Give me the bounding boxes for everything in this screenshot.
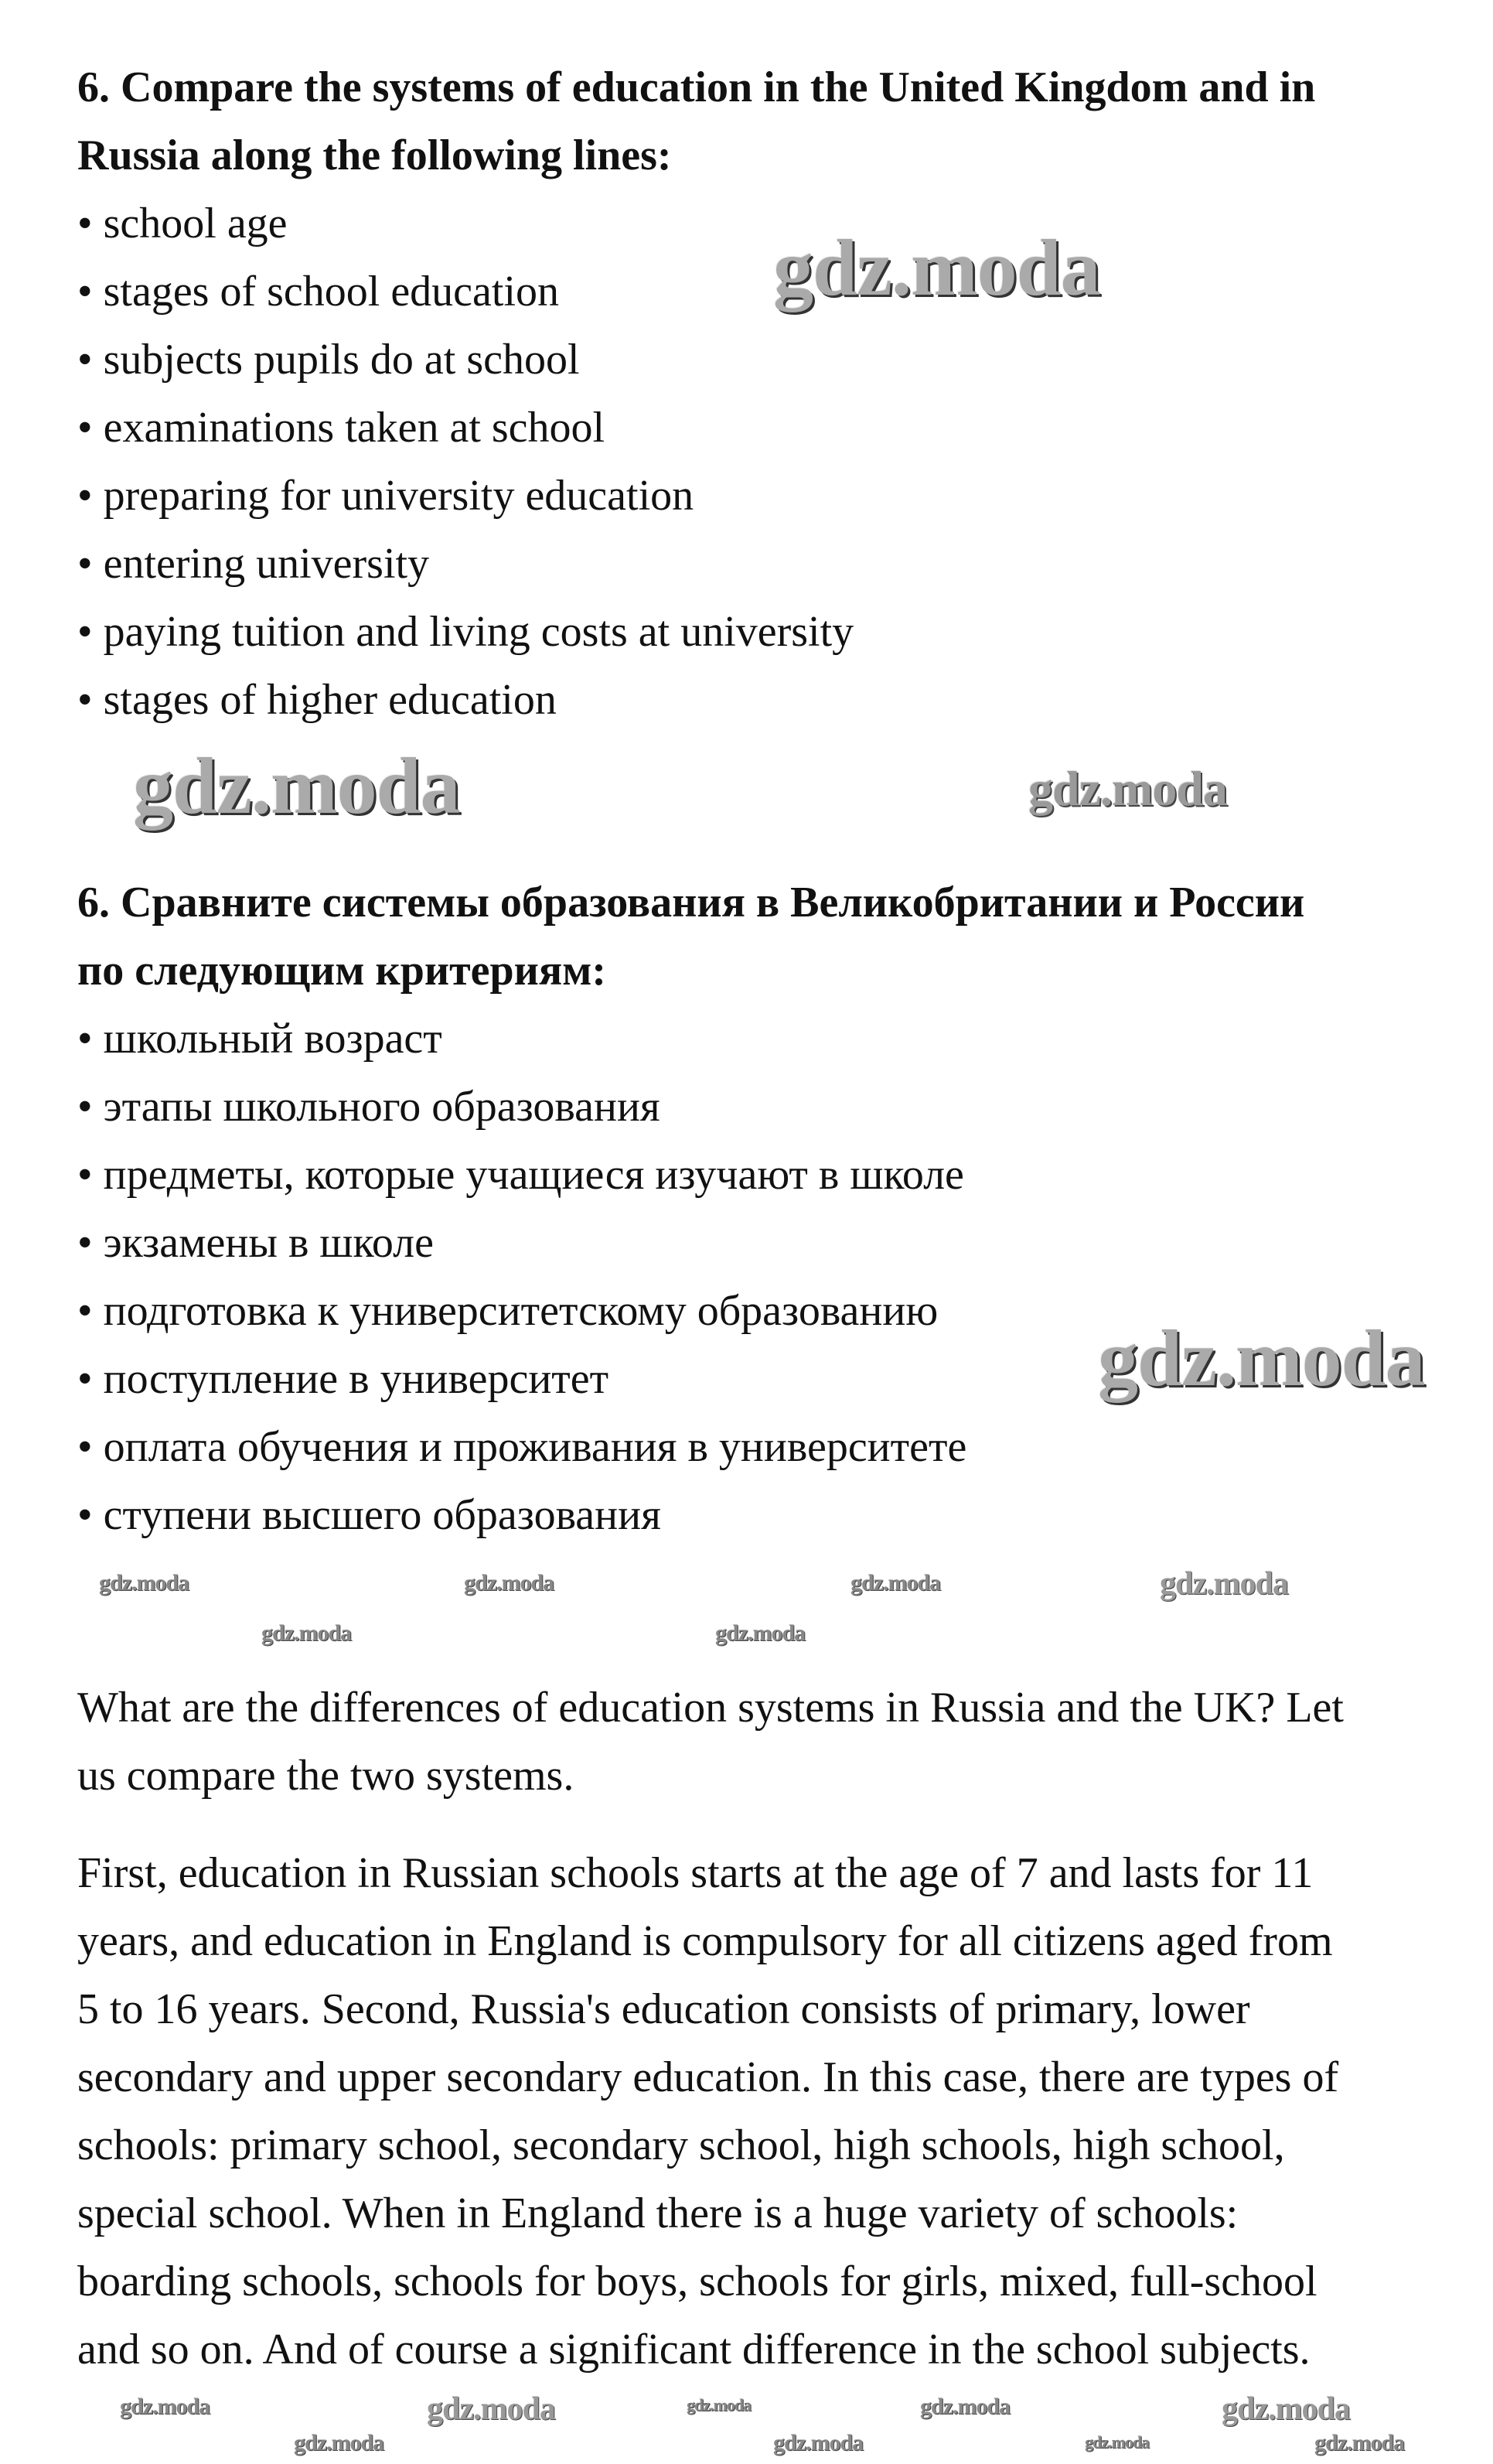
task-english	[77, 53, 1315, 734]
watermark: gdz.moda	[773, 2430, 864, 2455]
paragraph-line: years, and education in England is compulsory for all citizens aged from	[77, 1917, 1333, 1965]
watermark: gdz.moda	[1098, 1314, 1425, 1403]
watermark: gdz.moda	[773, 224, 1100, 312]
watermark: gdz.moda	[1028, 761, 1227, 816]
list-item: • stages of higher education	[77, 676, 557, 724]
list-item: • экзамены в школе	[77, 1219, 434, 1267]
paragraph-line: and so on. And of course a significant difference in the school subjects.	[77, 2326, 1311, 2374]
paragraph-line: us compare the two systems.	[77, 1752, 574, 1800]
watermark: gdz.moda	[1314, 2430, 1405, 2455]
list-item: • subjects pupils do at school	[77, 336, 580, 384]
list-item: • оплата обучения и проживания в университете	[77, 1423, 967, 1471]
list-item: • ступени высшего образования	[77, 1491, 661, 1539]
list-item: • подготовка к университетскому образованию	[77, 1287, 939, 1335]
watermark: gdz.moda	[687, 2395, 752, 2415]
watermark: gdz.moda	[427, 2391, 555, 2427]
list-item: • school age	[77, 200, 288, 247]
paragraph-line: boarding schools, schools for boys, schools for girls, mixed, full-school	[77, 2258, 1317, 2305]
watermark: gdz.moda	[1160, 1566, 1288, 1602]
list-item: • stages of school education	[77, 268, 559, 316]
paragraph-line: special school. When in England there is a huge variety of schools:	[77, 2189, 1239, 2237]
watermark: gdz.moda	[920, 2394, 1011, 2419]
list-item: • entering university	[77, 540, 430, 588]
task-russian	[77, 869, 1304, 1549]
list-item: • этапы школьного образования	[77, 1083, 660, 1131]
answer-paragraph-1	[77, 1674, 1344, 1810]
watermark: gdz.moda	[99, 1570, 189, 1595]
watermark: gdz.moda	[1222, 2391, 1350, 2427]
paragraph-line: What are the differences of education systems in Russia and the UK? Let	[77, 1684, 1344, 1732]
watermark: gdz.moda	[133, 742, 460, 831]
task-title: 6. Compare the systems of education in the United Kingdom and in	[77, 63, 1316, 111]
paragraph-line: schools: primary school, secondary school, high schools, high school,	[77, 2121, 1285, 2169]
paragraph-line: First, education in Russian schools starts at the age of 7 and lasts for 11	[77, 1849, 1314, 1897]
watermark: gdz.moda	[294, 2430, 384, 2455]
watermark: gdz.moda	[464, 1570, 554, 1595]
answer-paragraph-2	[77, 1839, 1338, 2384]
list-item: • предметы, которые учащиеся изучают в школе	[77, 1151, 964, 1199]
task-title: 6. Сравните системы образования в Великобритании и России	[77, 879, 1305, 927]
list-item: • поступление в университет	[77, 1355, 609, 1403]
paragraph-line: 5 to 16 years. Second, Russia's education consists of primary, lower	[77, 1985, 1250, 2033]
watermark: gdz.moda	[715, 1620, 806, 1646]
list-item: • школьный возраст	[77, 1015, 442, 1063]
watermark: gdz.moda	[1085, 2432, 1150, 2452]
watermark: gdz.moda	[850, 1570, 941, 1595]
task-title: Russia along the following lines:	[77, 131, 672, 179]
paragraph-line: secondary and upper secondary education. In this case, there are types of	[77, 2053, 1339, 2101]
task-title: по следующим критериям:	[77, 947, 607, 995]
list-item: • examinations taken at school	[77, 404, 605, 452]
watermark: gdz.moda	[120, 2394, 210, 2419]
list-item: • preparing for university education	[77, 472, 694, 520]
watermark: gdz.moda	[261, 1620, 352, 1646]
list-item: • paying tuition and living costs at university	[77, 608, 854, 656]
